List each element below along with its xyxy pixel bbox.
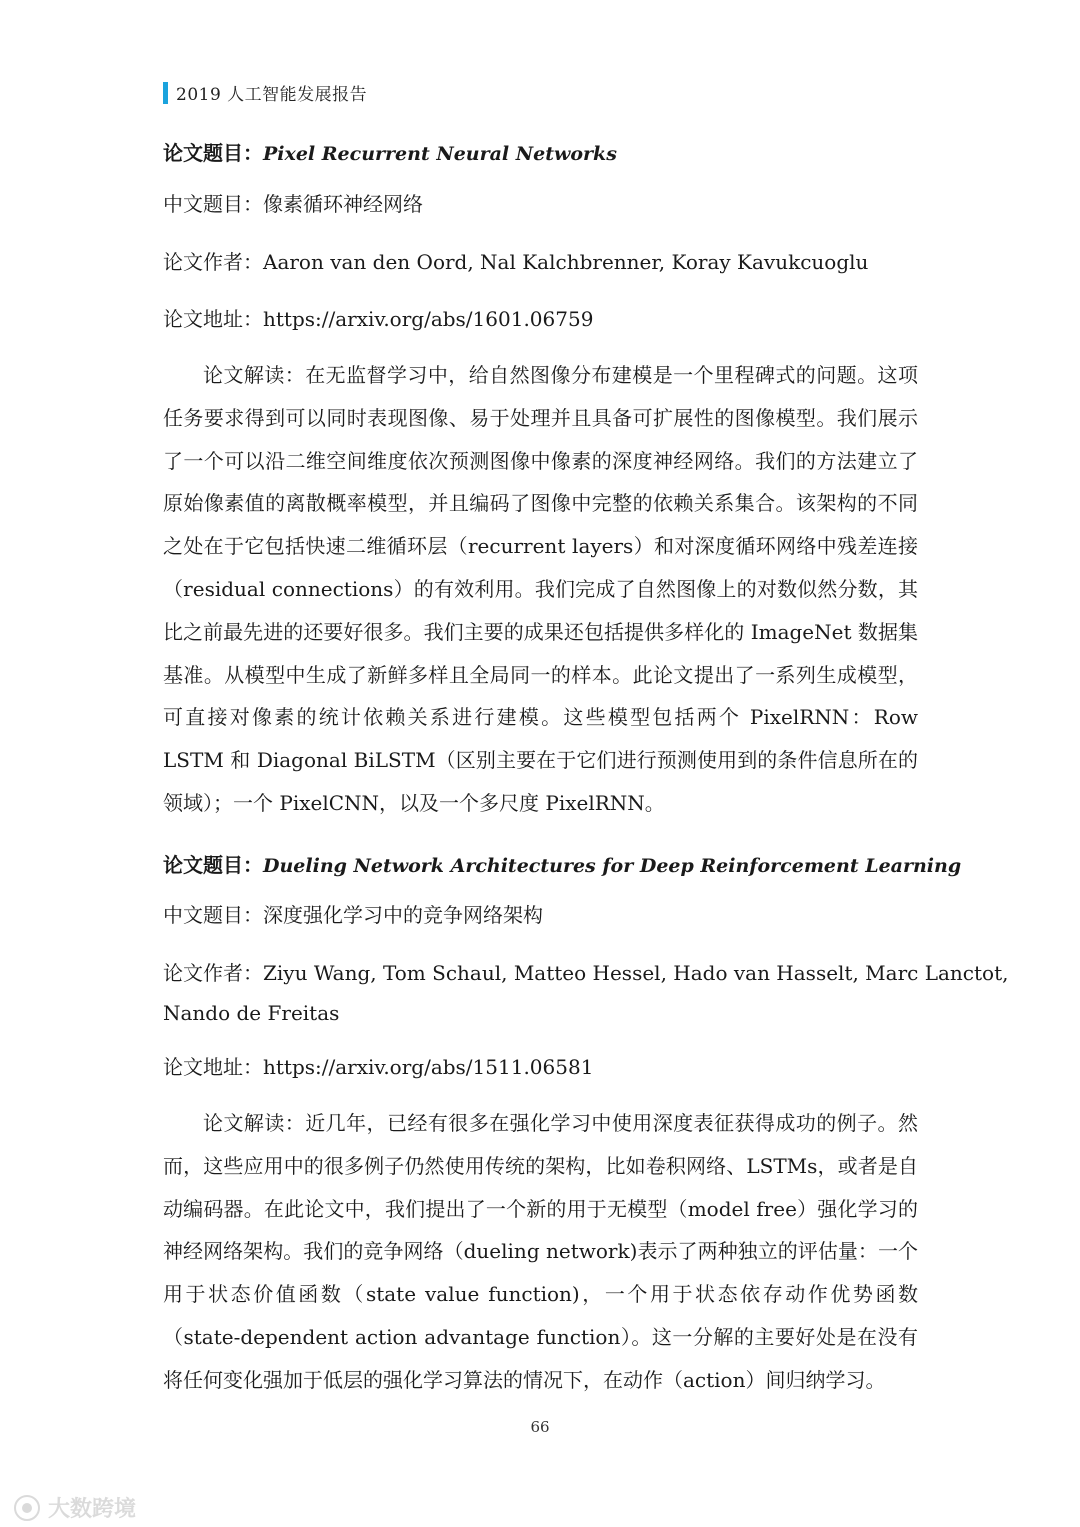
paper2-authors-line2: Nando de Freitas	[163, 1001, 340, 1025]
watermark-logo-icon	[14, 1495, 40, 1521]
paper2-authors-line1: 论文作者：Ziyu Wang, Tom Schaul, Matteo Hessel, Hado van Hasselt, Marc Lanctot,	[163, 961, 1009, 985]
paper2-cn-title: 中文题目：深度强化学习中的竞争网络架构	[163, 903, 543, 927]
header-accent-bar	[163, 82, 168, 104]
paper2-summary: 论文解读：近几年，已经有很多在强化学习中使用深度表征获得成功的例子。然而，这些应用中的很多例子仍然使用传统的架构，比如卷积网络、LSTMs，或者是自动编码器。在此论文中，我们提出了一个新的用于无模型（model free）强化学习的神经网络架构。我们的竞争网络（dueling network)表示了两种独立的评估量：一个用于状态价值函数（state value function)，一个用于状态依存动作优势函数（state-dependent action advantage function）。这一分解的主要好处是在没有将任何变化强加于低层的强化学习算法的情况下，在动作（action）间归纳学习。	[163, 1111, 918, 1392]
paper1-title-line	[163, 141, 617, 166]
report-header	[163, 80, 367, 105]
paper1-cn-title: 中文题目：像素循环神经网络	[163, 192, 423, 216]
paper1-title-en: Pixel Recurrent Neural Networks	[263, 143, 617, 165]
paper2-title-en: Dueling Network Architectures for Deep Reinforcement Learning	[263, 855, 962, 877]
paper1-authors: 论文作者：Aaron van den Oord, Nal Kalchbrenner, Koray Kavukcuoglu	[163, 250, 869, 274]
watermark-text: 大数跨境	[48, 1497, 137, 1522]
paper2-url: 论文地址：https://arxiv.org/abs/1511.06581	[163, 1055, 594, 1079]
paper1-title-label: 论文题目：	[163, 141, 263, 165]
paper1-url: 论文地址：https://arxiv.org/abs/1601.06759	[163, 307, 594, 331]
report-title: 2019 人工智能发展报告	[176, 85, 368, 105]
watermark	[14, 1492, 136, 1523]
page-number: 66	[530, 1418, 550, 1436]
paper2-title-line	[163, 853, 961, 878]
paper1-summary: 论文解读：在无监督学习中，给自然图像分布建模是一个里程碑式的问题。这项任务要求得到可以同时表现图像、易于处理并且具备可扩展性的图像模型。我们展示了一个可以沿二维空间维度依次预测图像中像素的深度神经网络。我们的方法建立了原始像素值的离散概率模型，并且编码了图像中完整的依赖关系集合。该架构的不同之处在于它包括快速二维循环层（recurrent layers）和对深度循环网络中残差连接（residual connections）的有效利用。我们完成了自然图像上的对数似然分数，其比之前最先进的还要好很多。我们主要的成果还包括提供多样化的 ImageNet 数据集基准。从模型中生成了新鲜多样且全局同一的样本。此论文提出了一系列生成模型，可直接对像素的统计依赖关系进行建模。这些模型包括两个 PixelRNN：Row LSTM 和 Diagonal BiLSTM（区别主要在于它们进行预测使用到的条件信息所在的领域）；一个 PixelCNN，以及一个多尺度 PixelRNN。	[163, 363, 918, 815]
paper2-title-label: 论文题目：	[163, 853, 263, 877]
